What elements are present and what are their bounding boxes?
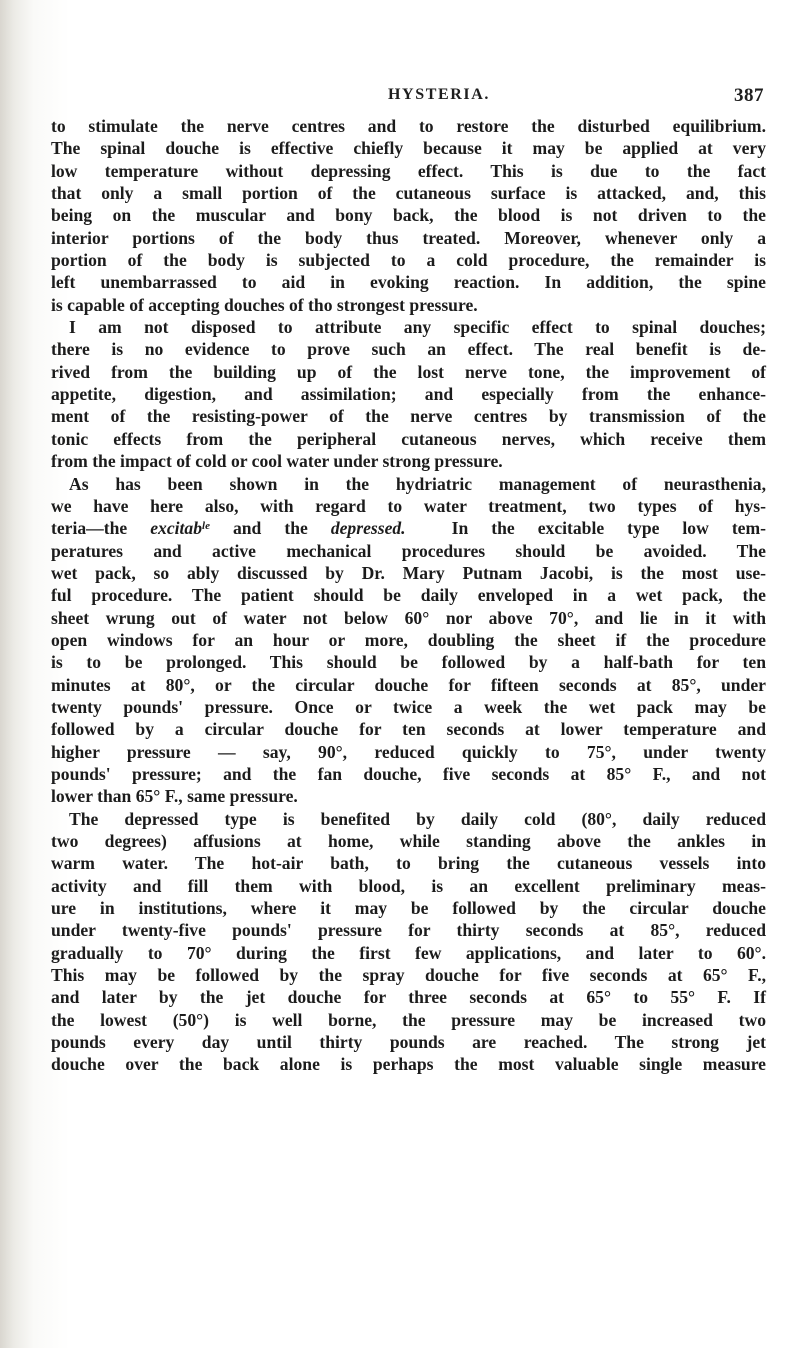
text-line: that only a small portion of the cutaneous surface is attacked, and, this bbox=[51, 183, 766, 204]
text-line: tonic effects from the peripheral cutaneous nerves, which receive them bbox=[51, 428, 766, 449]
text-line: open windows for an hour or more, doubling the sheet if the procedure bbox=[51, 629, 766, 650]
text-line: there is no evidence to prove such an effect. The real benefit is de- bbox=[51, 339, 766, 360]
text-line: higher pressure — say, 90°, reduced quickly to 75°, under twenty bbox=[51, 741, 766, 762]
text-line: is capable of accepting douches of tho strongest pressure. bbox=[51, 294, 478, 315]
text-line: the lowest (50°) is well borne, the pressure may be increased two bbox=[51, 1009, 766, 1030]
running-head: HYSTERIA. bbox=[388, 86, 490, 103]
body-text bbox=[51, 115, 766, 1076]
text-line: interior portions of the body thus treated. Moreover, whenever only a bbox=[51, 227, 766, 248]
text-line: douche over the back alone is perhaps the most valuable single measure bbox=[51, 1054, 766, 1075]
page-header bbox=[114, 86, 764, 110]
text-line: peratures and active mechanical procedures should be avoided. The bbox=[51, 540, 766, 561]
text-line: gradually to 70° during the first few applications, and later to 60°. bbox=[51, 942, 766, 963]
text-line: ure in institutions, where it may be followed by the circular douche bbox=[51, 898, 766, 919]
text-line: activity and fill them with blood, is an excellent preliminary meas- bbox=[51, 875, 766, 896]
text-segment: teria—the bbox=[51, 518, 151, 539]
text-line: sheet wrung out of water not below 60° nor above 70°, and lie in it with bbox=[51, 607, 766, 628]
text-segment: In the excitable type low tem- bbox=[405, 518, 767, 539]
text-line: lower than 65° F., same pressure. bbox=[51, 786, 298, 807]
text-line: low temperature without depressing effect. This is due to the fact bbox=[51, 160, 766, 181]
text-line: pounds' pressure; and the fan douche, five seconds at 85° F., and not bbox=[51, 763, 766, 784]
text-line: warm water. The hot-air bath, to bring the cutaneous vessels into bbox=[51, 853, 766, 874]
text-line: we have here also, with regard to water treatment, two types of hys- bbox=[51, 495, 766, 516]
text-line: twenty pounds' pressure. Once or twice a week the wet pack may be bbox=[51, 696, 766, 717]
text-line: from the impact of cold or cool water under strong pressure. bbox=[51, 451, 503, 472]
text-segment: and the bbox=[209, 518, 331, 539]
text-line: As has been shown in the hydriatric management of neurasthenia, bbox=[69, 473, 766, 494]
text-line: and later by the jet douche for three seconds at 65° to 55° F. If bbox=[51, 987, 766, 1008]
text-line: to stimulate the nerve centres and to restore the disturbed equilibrium. bbox=[51, 116, 766, 136]
text-line: followed by a circular douche for ten seconds at lower temperature and bbox=[51, 719, 766, 740]
page-number: 387 bbox=[734, 85, 764, 106]
text-line: ment of the resisting-power of the nerve centres by transmission of the bbox=[51, 406, 766, 427]
text-line: The depressed type is benefited by daily cold (80°, daily reduced bbox=[69, 808, 766, 829]
text-line: rived from the building up of the lost nerve tone, the improvement of bbox=[51, 361, 766, 382]
text-line: I am not disposed to attribute any specific effect to spinal douches; bbox=[69, 317, 766, 338]
text-line: pounds every day until thirty pounds are reached. The strong jet bbox=[51, 1032, 766, 1053]
text-line: under twenty-five pounds' pressure for thirty seconds at 85°, reduced bbox=[51, 920, 766, 941]
text-line: appetite, digestion, and assimilation; and especially from the enhance- bbox=[51, 384, 766, 405]
text-line: The spinal douche is effective chiefly because it may be applied at very bbox=[51, 138, 766, 159]
text-line: being on the muscular and bony back, the blood is not driven to the bbox=[51, 205, 766, 226]
text-line: portion of the body is subjected to a cold procedure, the remainder is bbox=[51, 250, 766, 271]
italic-text: le bbox=[202, 520, 210, 533]
text-line: is to be prolonged. This should be followed by a half-bath for ten bbox=[51, 652, 766, 673]
italic-text: excitab bbox=[150, 518, 203, 539]
text-line: two degrees) affusions at home, while standing above the ankles in bbox=[51, 831, 766, 851]
text-line: This may be followed by the spray douche for five seconds at 65° F., bbox=[51, 965, 766, 986]
text-line: ful procedure. The patient should be daily enveloped in a wet pack, the bbox=[51, 585, 766, 606]
text-line bbox=[51, 517, 766, 539]
italic-text: depressed. bbox=[330, 518, 406, 539]
text-line: minutes at 80°, or the circular douche for fifteen seconds at 85°, under bbox=[51, 674, 766, 695]
text-line: left unembarrassed to aid in evoking reaction. In addition, the spine bbox=[51, 272, 766, 293]
text-line: wet pack, so ably discussed by Dr. Mary Putnam Jacobi, is the most use- bbox=[51, 562, 766, 583]
